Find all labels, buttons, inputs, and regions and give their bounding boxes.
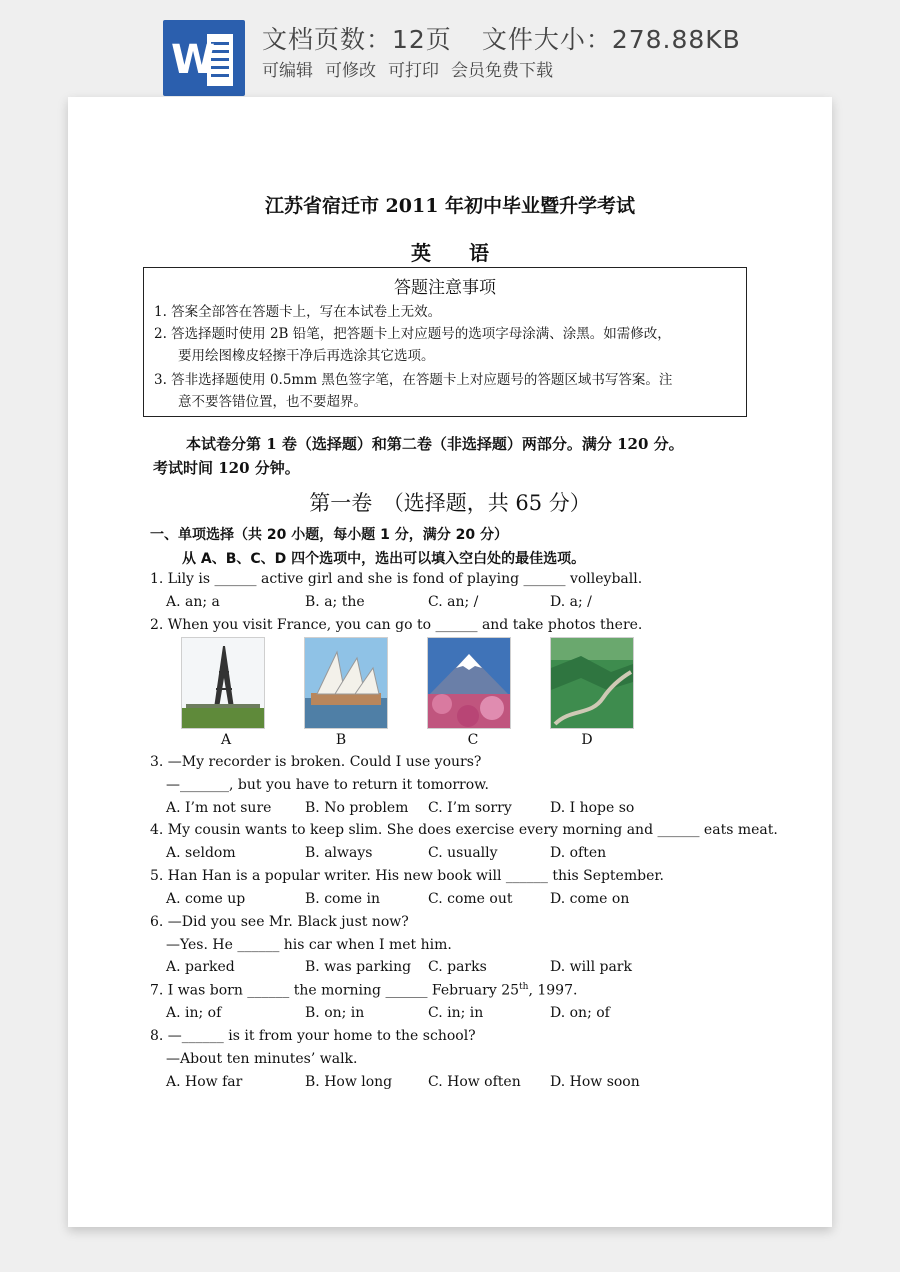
picture-label-c: C: [467, 732, 479, 748]
question-stem: 1. Lily is ______ active girl and she is fond of playing ______ volleyball.: [150, 571, 643, 587]
opera-house-picture: [304, 637, 388, 729]
exam-subject: 英语: [411, 241, 527, 265]
option-c: C. in; in: [428, 1005, 484, 1021]
superscript: th: [519, 982, 529, 992]
option-c: C. How often: [428, 1074, 521, 1090]
option-b: B. No problem: [305, 800, 409, 816]
feature-list: [262, 56, 553, 81]
great-wall-picture: [550, 637, 634, 729]
notice-title: 答题注意事项: [394, 278, 496, 298]
option-a: A. an; a: [166, 594, 220, 610]
notice-line: 2. 答选择题时使用 2B 铅笔，把答题卡上对应题号的选项字母涂满、涂黑。如需修改，: [154, 326, 671, 342]
notice-box: [143, 267, 747, 417]
notice-line: 意不要答错位置，也不要超界。: [178, 394, 367, 410]
option-d: D. I hope so: [550, 800, 635, 816]
notice-line: 要用绘图橡皮轻擦干净后再选涂其它选项。: [178, 348, 435, 364]
option-a: A. parked: [166, 959, 235, 975]
part-one-title: 第一卷 （选择题，共 65 分）: [309, 491, 591, 515]
picture-label-a: A: [220, 732, 232, 748]
option-d: D. a; /: [550, 594, 592, 610]
option-c: C. come out: [428, 891, 513, 907]
question-stem: 3. —My recorder is broken. Could I use yours?: [150, 754, 482, 770]
option-a: A. I’m not sure: [166, 800, 272, 816]
exam-intro: 本试卷分第 1 卷（选择题）和第二卷（非选择题）两部分。满分 120 分。: [186, 435, 684, 453]
document-page: [68, 97, 832, 1227]
notice-line: 1. 答案全部答在答题卡上，写在本试卷上无效。: [154, 304, 442, 320]
word-icon-letter: W: [171, 37, 216, 83]
feature-printable: 可打印: [388, 61, 439, 81]
question-reply: —Yes. He ______ his car when I met him.: [166, 937, 452, 953]
question-stem-part: , 1997.: [528, 982, 578, 999]
option-c: C. parks: [428, 959, 487, 975]
page-count: 文档页数：12页: [262, 25, 452, 54]
exam-intro-time: 考试时间 120 分钟。: [153, 459, 300, 477]
option-b: B. always: [305, 845, 373, 861]
option-b: B. on; in: [305, 1005, 365, 1021]
option-c: C. usually: [428, 845, 498, 861]
question-reply: —_______, but you have to return it tomorrow.: [166, 777, 489, 793]
question-stem: 4. My cousin wants to keep slim. She does exercise every morning and ______ eats meat.: [150, 822, 778, 838]
feature-editable: 可编辑: [262, 61, 313, 81]
option-d: D. often: [550, 845, 607, 861]
option-b: B. was parking: [305, 959, 412, 975]
picture-label-b: B: [335, 732, 347, 748]
eiffel-tower-picture: [181, 637, 265, 729]
option-b: B. a; the: [305, 594, 365, 610]
option-d: D. will park: [550, 959, 632, 975]
question-reply: —About ten minutes’ walk.: [166, 1051, 358, 1067]
section-instruction: 从 A、B、C、D 四个选项中，选出可以填入空白处的最佳选项。: [182, 551, 586, 567]
file-info: [262, 20, 741, 56]
question-stem: 5. Han Han is a popular writer. His new book will ______ this September.: [150, 868, 664, 884]
option-b: B. come in: [305, 891, 380, 907]
option-c: C. an; /: [428, 594, 479, 610]
option-b: B. How long: [305, 1074, 393, 1090]
file-size: 文件大小：278.88KB: [481, 25, 741, 54]
feature-member-download[interactable]: 会员免费下载: [451, 61, 553, 81]
section-title: 一、单项选择（共 20 小题，每小题 1 分，满分 20 分）: [150, 527, 508, 543]
option-d: D. come on: [550, 891, 630, 907]
option-a: A. in; of: [166, 1005, 222, 1021]
option-d: D. on; of: [550, 1005, 610, 1021]
option-a: A. come up: [166, 891, 246, 907]
question-stem-part: 7. I was born ______ the morning ______ February 25: [150, 982, 520, 999]
option-c: C. I’m sorry: [428, 800, 512, 816]
exam-title: 江苏省宿迁市 2011 年初中毕业暨升学考试: [264, 195, 636, 217]
download-banner: [0, 0, 900, 100]
question-stem: 8. —______ is it from your home to the school?: [150, 1028, 476, 1044]
question-stem: [150, 982, 577, 999]
option-d: D. How soon: [550, 1074, 640, 1090]
question-stem: 6. —Did you see Mr. Black just now?: [150, 914, 409, 930]
picture-label-d: D: [581, 732, 593, 748]
option-a: A. How far: [166, 1074, 243, 1090]
question-stem: 2. When you visit France, you can go to ______ and take photos there.: [150, 617, 643, 633]
option-a: A. seldom: [166, 845, 236, 861]
notice-line: 3. 答非选择题使用 0.5mm 黑色签字笔，在答题卡上对应题号的答题区域书写答案。注: [154, 372, 673, 388]
feature-modifiable: 可修改: [325, 61, 376, 81]
word-document-icon: [163, 20, 245, 96]
mount-fuji-picture: [427, 637, 511, 729]
